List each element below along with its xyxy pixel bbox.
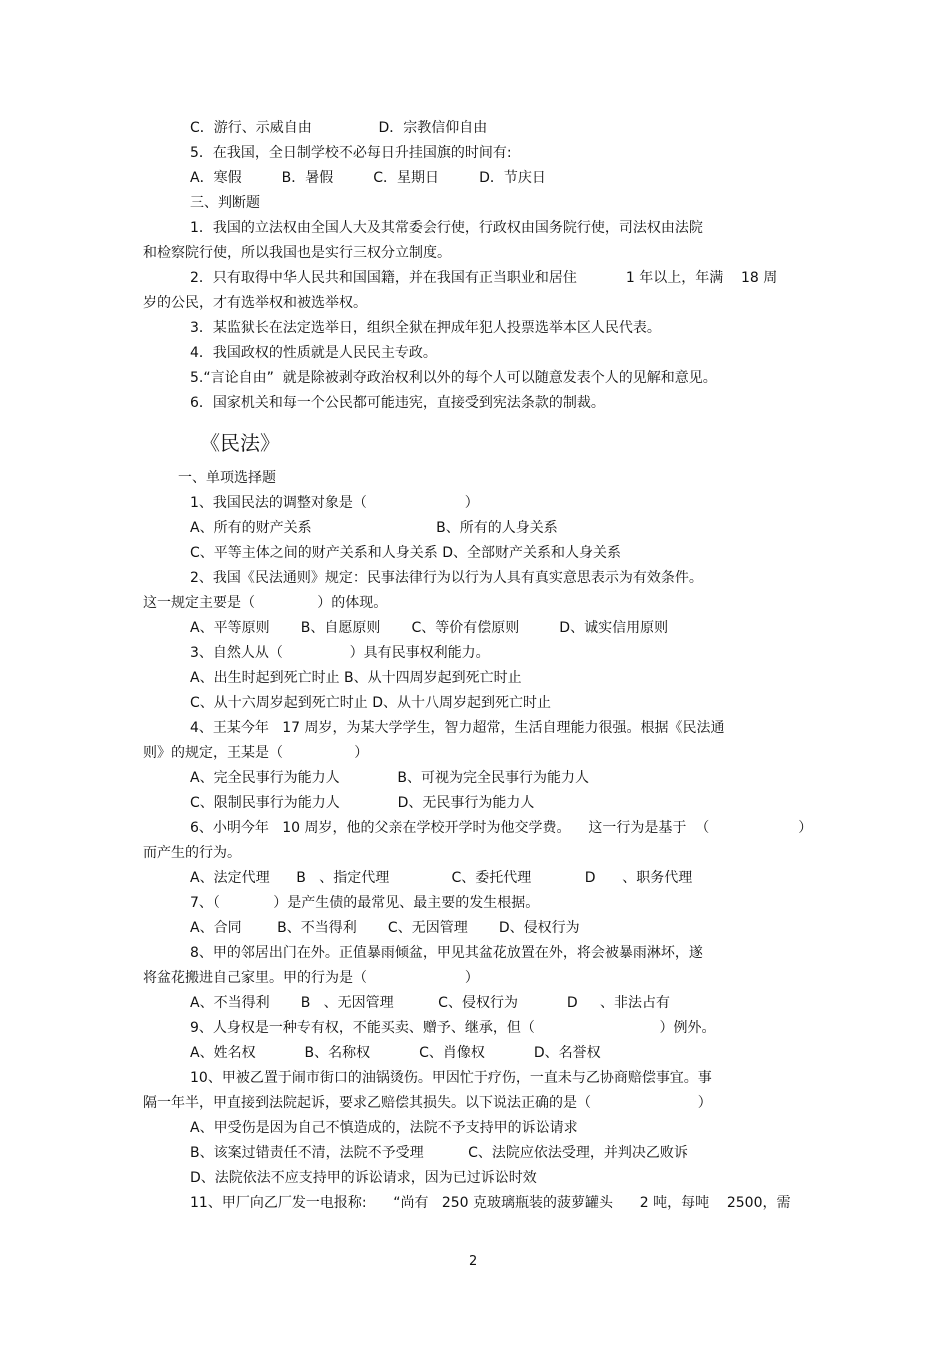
- statement-line: 岁的公民，才有选举权和被选举权。: [143, 295, 367, 311]
- option-line: A、所有的财产关系 B、所有的人身关系: [190, 520, 558, 536]
- option-line: A、完全民事行为能力人 B、可视为完全民事行为能力人: [190, 770, 590, 786]
- option-line: A、出生时起到死亡时止 B、从十四周岁起到死亡时止: [190, 670, 522, 686]
- option-line: B、该案过错责任不清，法院不予受理 C、法院应依法受理，并判决乙败诉: [190, 1145, 688, 1161]
- question-stem: 7、（ ）是产生债的最常见、最主要的发生根据。: [190, 895, 540, 911]
- question-stem: 将盆花搬进自己家里。甲的行为是（ ）: [143, 970, 479, 986]
- option-line: A、不当得利 B 、无因管理 C、侵权行为 D 、非法占有: [190, 995, 670, 1011]
- question-stem: 1、我国民法的调整对象是（ ）: [190, 495, 479, 511]
- question-stem: 10、甲被乙置于闹市街口的油锅烫伤。甲因忙于疗伤，一直未与乙协商赔偿事宜。事: [190, 1070, 712, 1086]
- question-stem: 3、自然人从（ ）具有民事权利能力。: [190, 645, 490, 661]
- question-stem: 11、甲厂向乙厂发一电报称: “尚有 250 克玻璃瓶装的菠萝罐头 2 吨，每吨 2500，需: [190, 1195, 791, 1211]
- question-stem: 隔一年半，甲直接到法院起诉，要求乙赔偿其损失。以下说法正确的是（ ）: [143, 1095, 712, 1111]
- question-stem: 5．在我国，全日制学校不必每日升挂国旗的时间有:: [190, 145, 512, 161]
- question-stem: 8、甲的邻居出门在外。正值暴雨倾盆，甲见其盆花放置在外，将会被暴雨淋坏，遂: [190, 945, 703, 961]
- question-stem: 6、小明今年 10 周岁，他的父亲在学校开学时为他交学费。 这一行为是基于 （ ）: [190, 820, 813, 836]
- question-stem: 2、我国《民法通则》规定：民事法律行为以行为人具有真实意思表示为有效条件。: [190, 570, 703, 586]
- statement-line: 1．我国的立法权由全国人大及其常委会行使，行政权由国务院行使，司法权由法院: [190, 220, 703, 236]
- question-stem: 则》的规定，王某是（ ）: [143, 745, 369, 761]
- option-line: A、姓名权 B、名称权 C、肖像权 D、名誉权: [190, 1045, 601, 1061]
- section-heading: 三、判断题: [190, 195, 260, 211]
- option-line: C、平等主体之间的财产关系和人身关系 D、全部财产关系和人身关系: [190, 545, 622, 561]
- statement-line: 和检察院行使，所以我国也是实行三权分立制度。: [143, 245, 451, 261]
- section-title: 《民法》: [200, 431, 280, 455]
- option-line: A、合同 B、不当得利 C、无因管理 D、侵权行为: [190, 920, 580, 936]
- statement-line: 4．我国政权的性质就是人民民主专政。: [190, 345, 437, 361]
- question-stem: 4、王某今年 17 周岁，为某大学学生，智力超常，生活自理能力很强。根据《民法通: [190, 720, 725, 736]
- question-stem: 这一规定主要是（ ）的体现。: [143, 595, 388, 611]
- option-line: A．寒假 B．暑假 C．星期日 D．节庆日: [190, 170, 546, 186]
- statement-line: 3．某监狱长在法定选举日，组织全狱在押成年犯人投票选举本区人民代表。: [190, 320, 661, 336]
- page-number: 2: [469, 1254, 478, 1269]
- option-line: C、从十六周岁起到死亡时止 D、从十八周岁起到死亡时止: [190, 695, 552, 711]
- statement-line: 6．国家机关和每一个公民都可能违宪，直接受到宪法条款的制裁。: [190, 395, 605, 411]
- question-stem: 9、人身权是一种专有权，不能买卖、赠予、继承，但（ ）例外。: [190, 1020, 716, 1036]
- option-line: A、甲受伤是因为自己不慎造成的，法院不予支持甲的诉讼请求: [190, 1120, 578, 1136]
- statement-line: 5.“言论自由” 就是除被剥夺政治权利以外的每个人可以随意发表个人的见解和意见。: [190, 370, 717, 386]
- option-line: C．游行、示威自由 D．宗教信仰自由: [190, 120, 488, 136]
- question-stem: 而产生的行为。: [143, 845, 241, 861]
- option-line: D、法院依法不应支持甲的诉讼请求，因为已过诉讼时效: [190, 1170, 537, 1186]
- option-line: C、限制民事行为能力人 D、无民事行为能力人: [190, 795, 535, 811]
- section-heading: 一、单项选择题: [178, 470, 276, 486]
- statement-line: 2．只有取得中华人民共和国国籍，并在我国有正当职业和居住 1 年以上，年满 18 周: [190, 270, 778, 286]
- option-line: A、平等原则 B、自愿原则 C、等价有偿原则 D、诚实信用原则: [190, 620, 669, 636]
- option-line: A、法定代理 B 、指定代理 C、委托代理 D 、职务代理: [190, 870, 693, 886]
